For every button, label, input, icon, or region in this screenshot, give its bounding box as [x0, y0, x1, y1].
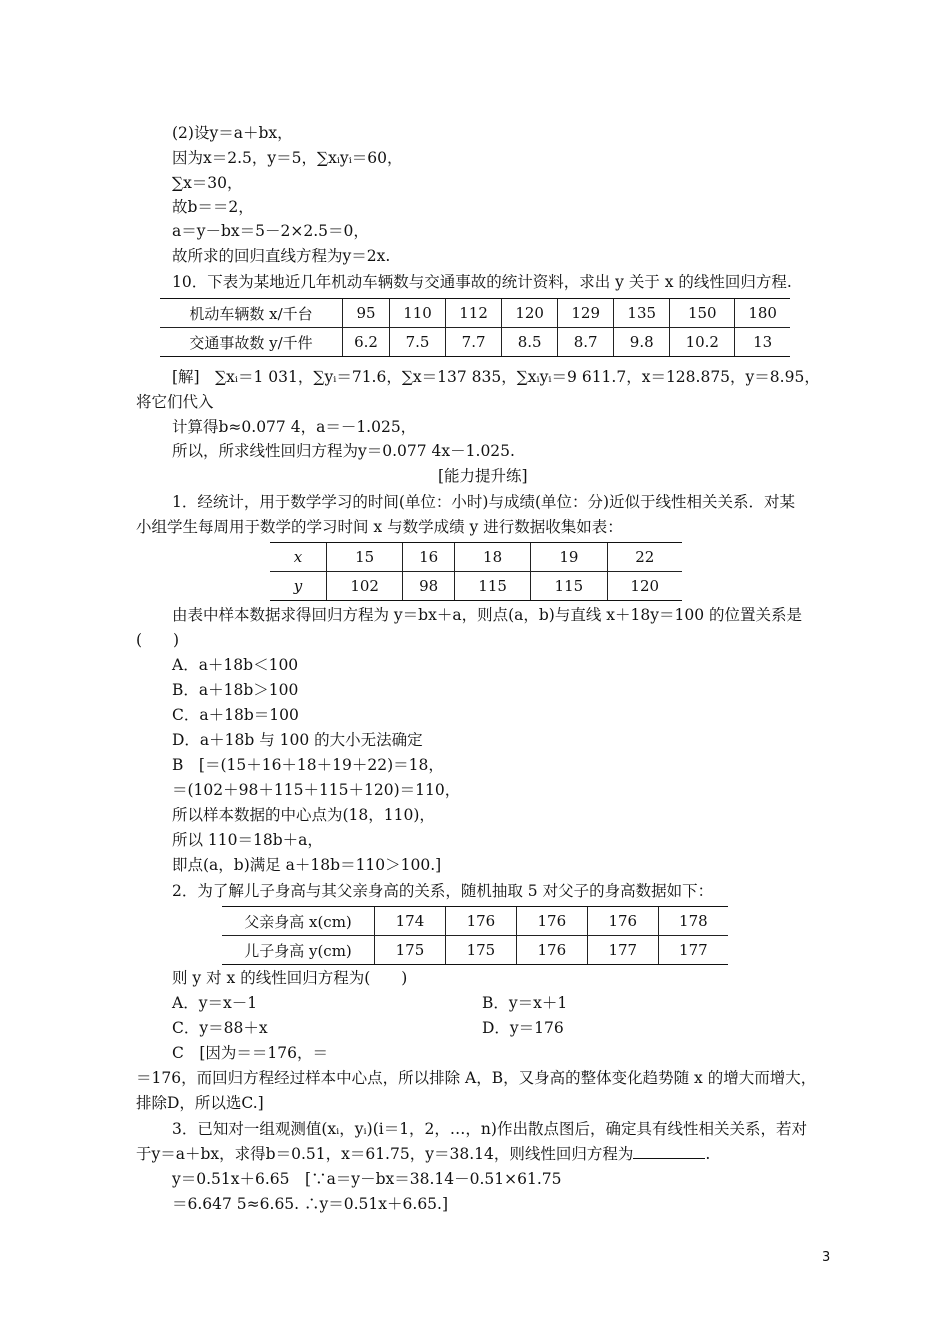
table-header-cell: 机动车辆数 x/千台 — [160, 299, 343, 328]
solution-line: 排除D，所以选C.] — [136, 1094, 264, 1112]
table-row — [222, 936, 728, 965]
table-cell: 6.2 — [343, 328, 390, 357]
table-cell: 176 — [445, 907, 516, 936]
table-cell: 22 — [607, 543, 682, 572]
table-cell: 18 — [454, 543, 530, 572]
question-3: 3．已知对一组观测值(xᵢ，yᵢ)(i＝1，2，…，n)作出散点图后，确定具有线性相关关系，若对 — [172, 1120, 807, 1138]
table-cell: 115 — [454, 572, 530, 601]
table-header-cell: 儿子身高 y(cm) — [222, 936, 375, 965]
table-cell: 176 — [516, 907, 587, 936]
table-cell: 8.7 — [558, 328, 614, 357]
text-line: 故所求的回归直线方程为y＝2x. — [172, 247, 391, 265]
question-10: 10．下表为某地近几年机动车辆数与交通事故的统计资料，求出 y 关于 x 的线性回归方程. — [172, 273, 792, 291]
text-line: 计算得b≈0.077 4，a＝－1.025， — [172, 418, 417, 436]
solution-line: 所以样本数据的中心点为(18，110)， — [172, 806, 435, 824]
table-cell: 7.5 — [390, 328, 446, 357]
table-cell: 102 — [327, 572, 403, 601]
table-cell: 95 — [343, 299, 390, 328]
text-line: 小组学生每周用于数学的学习时间 x 与数学成绩 y 进行数据收集如表： — [136, 518, 623, 536]
table-cell: 98 — [403, 572, 455, 601]
vehicle-accident-table — [160, 298, 790, 357]
table-cell: 175 — [445, 936, 516, 965]
table-cell: 129 — [558, 299, 614, 328]
section-heading: [能力提升练] — [438, 467, 528, 485]
table-cell: 175 — [375, 936, 446, 965]
text-line: 由表中样本数据求得回归方程为 y＝bx＋a，则点(a，b)与直线 x＋18y＝100 的位置关系是 — [172, 606, 803, 624]
table-header-cell: 父亲身高 x(cm) — [222, 907, 375, 936]
table-cell: 15 — [327, 543, 403, 572]
choice-c: C．y＝88＋x — [172, 1019, 268, 1037]
solution-line: 即点(a，b)满足 a＋18b＝110＞100.] — [172, 856, 442, 874]
text-line: a＝y－bx＝5－2×2.5＝0， — [172, 222, 369, 240]
choice-d: D．a＋18b 与 100 的大小无法确定 — [172, 731, 423, 749]
table-cell: 177 — [587, 936, 658, 965]
solution-line: 所以 110＝18b＋a， — [172, 831, 323, 849]
text-line: (2)设y＝a＋bx， — [172, 124, 293, 142]
table-header-cell: x — [270, 543, 327, 572]
table-cell: 7.7 — [446, 328, 502, 357]
solution-line: B [＝(15＋16＋18＋19＋22)＝18， — [172, 756, 444, 774]
question-3-text: 于y＝a＋bx，求得b＝0.51，x＝61.75，y＝38.14，则线性回归方程为 — [136, 1145, 634, 1163]
table-cell: 110 — [390, 299, 446, 328]
answer-blank — [633, 1144, 705, 1159]
question-2: 2．为了解儿子身高与其父亲身高的关系，随机抽取 5 对父子的身高数据如下： — [172, 882, 714, 900]
table-cell: 9.8 — [614, 328, 670, 357]
choice-a: A．y＝x－1 — [172, 994, 258, 1012]
table-cell: 8.5 — [502, 328, 558, 357]
table-cell: 120 — [502, 299, 558, 328]
choice-a: A．a＋18b＜100 — [172, 656, 299, 674]
solution-line: C [因为＝＝176，＝ — [172, 1044, 328, 1062]
table-row — [160, 299, 790, 328]
table-header-cell: 交通事故数 y/千件 — [160, 328, 343, 357]
table-cell: 19 — [531, 543, 607, 572]
text-line: [解] ∑xᵢ＝1 031，∑yᵢ＝71.6，∑x＝137 835，∑xᵢyᵢ＝9 611.7，x＝128.875，y＝8.95， — [172, 368, 820, 386]
table-cell: 176 — [587, 907, 658, 936]
table-row — [160, 328, 790, 357]
table-row — [270, 543, 682, 572]
table-cell: 174 — [375, 907, 446, 936]
height-table — [222, 906, 728, 965]
table-cell: 135 — [614, 299, 670, 328]
table-cell: 150 — [670, 299, 735, 328]
text-line: 因为x＝2.5，y＝5，∑xᵢyᵢ＝60， — [172, 149, 403, 167]
choice-b: B．y＝x＋1 — [482, 994, 568, 1012]
solution-line: y＝0.51x＋6.65 [∵a＝y－bx＝38.14－0.51×61.75 — [172, 1170, 562, 1188]
table-row — [222, 907, 728, 936]
table-cell: 120 — [607, 572, 682, 601]
table-cell: 112 — [446, 299, 502, 328]
choice-c: C．a＋18b＝100 — [172, 706, 299, 724]
solution-line: ＝6.647 5≈6.65. ∴y＝0.51x＋6.65.] — [172, 1195, 449, 1213]
table-header-cell: y — [270, 572, 327, 601]
question-3-end: . — [705, 1145, 711, 1163]
table-cell: 176 — [516, 936, 587, 965]
question-1: 1．经统计，用于数学学习的时间(单位：小时)与成绩(单位：分)近似于线性相关关系．对某 — [172, 493, 796, 511]
table-cell: 13 — [735, 328, 790, 357]
table-row — [270, 572, 682, 601]
text-line: 则 y 对 x 的线性回归方程为( ) — [172, 969, 408, 987]
text-line: ( ) — [136, 631, 180, 649]
text-line: 将它们代入 — [136, 393, 214, 411]
table-cell: 10.2 — [670, 328, 735, 357]
table-cell: 16 — [403, 543, 455, 572]
table-cell: 177 — [658, 936, 728, 965]
text-line — [136, 1144, 710, 1164]
text-line: 所以，所求线性回归方程为y＝0.077 4x－1.025. — [172, 442, 515, 460]
solution-line: ＝176，而回归方程经过样本中心点，所以排除 A，B，又身高的整体变化趋势随 x 的增大而增大， — [136, 1069, 817, 1087]
page-number: 3 — [822, 1250, 831, 1265]
study-time-score-table — [270, 542, 682, 601]
table-cell: 115 — [531, 572, 607, 601]
table-cell: 178 — [658, 907, 728, 936]
choice-d: D．y＝176 — [482, 1019, 564, 1037]
choice-b: B．a＋18b＞100 — [172, 681, 299, 699]
text-line: ∑x＝30， — [172, 174, 243, 192]
table-cell: 180 — [735, 299, 790, 328]
solution-line: ＝(102＋98＋115＋115＋120)＝110， — [172, 781, 461, 799]
text-line: 故b＝＝2， — [172, 198, 254, 216]
